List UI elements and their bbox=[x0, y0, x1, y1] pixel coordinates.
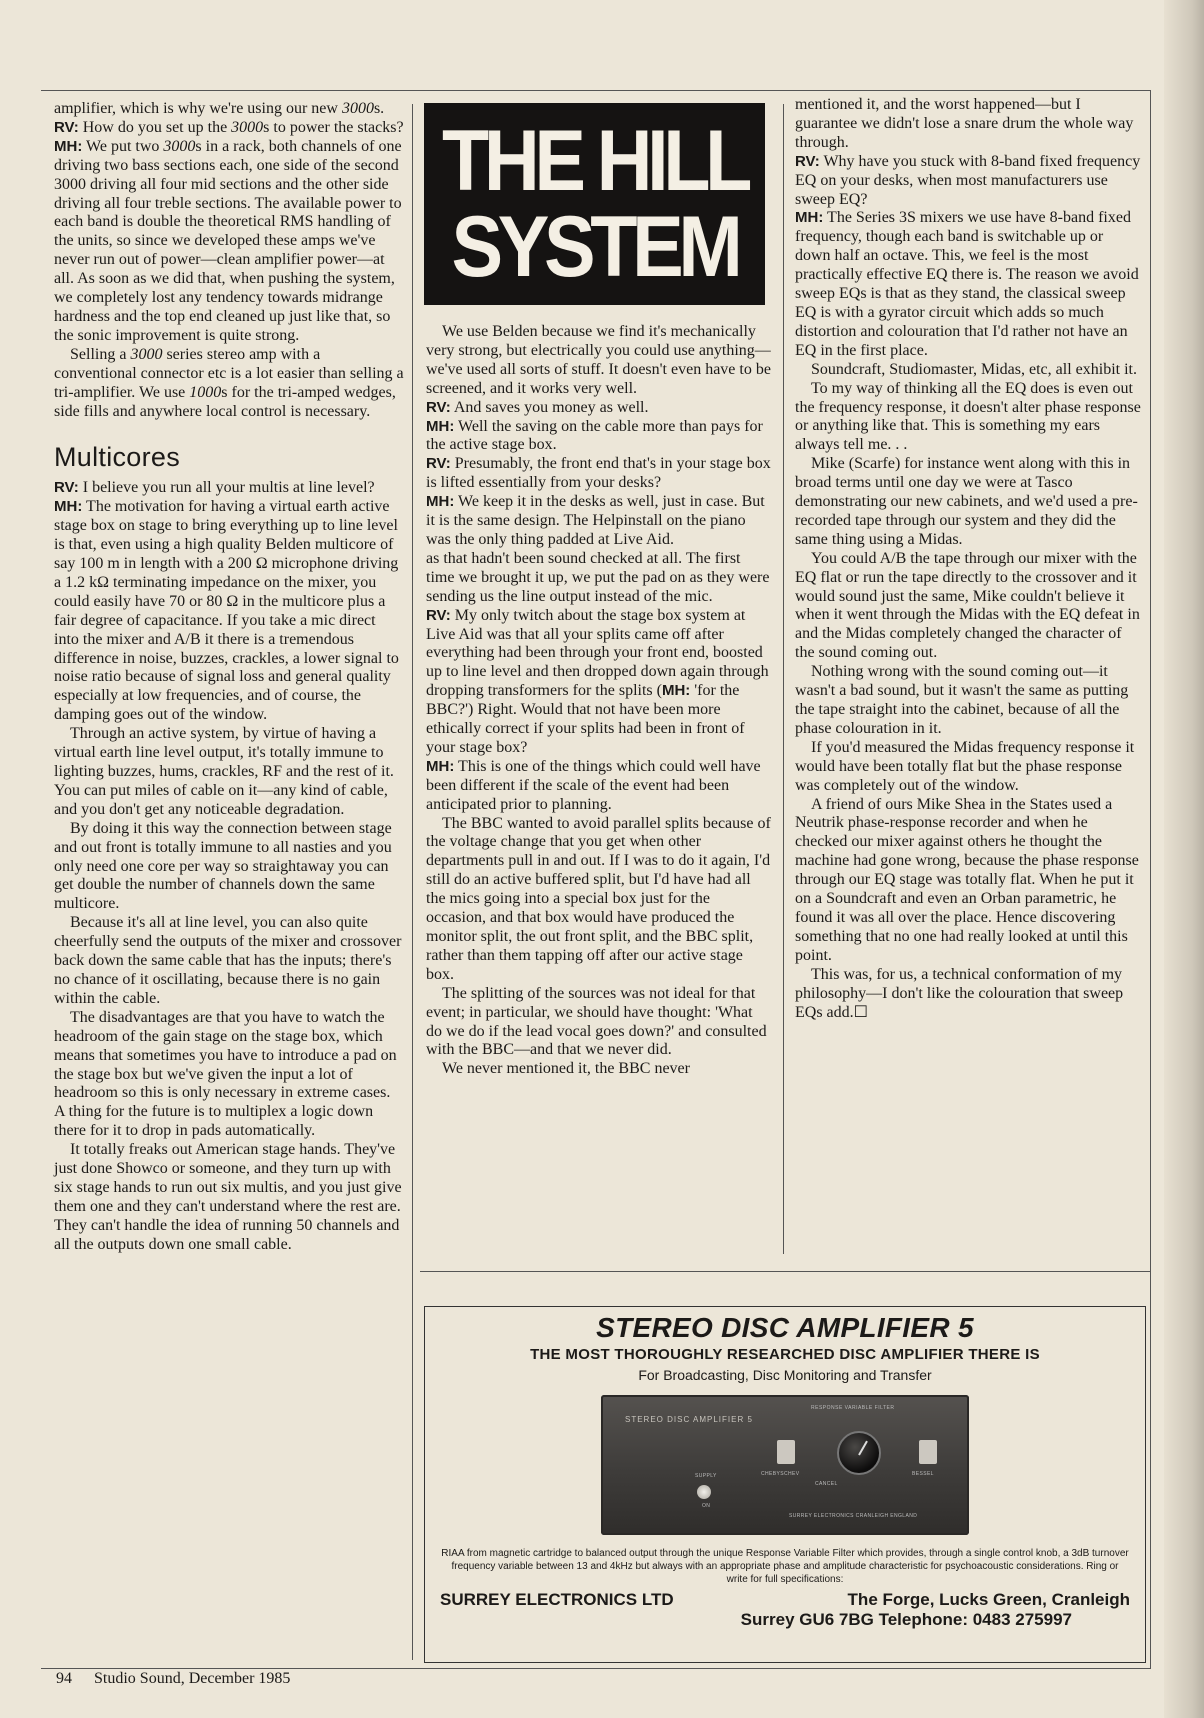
column-divider bbox=[412, 104, 413, 1660]
device-name-label: STEREO DISC AMPLIFIER 5 bbox=[625, 1415, 753, 1424]
article-paragraph bbox=[426, 399, 772, 418]
ad-address-line2: Surrey GU6 7BG Telephone: 0483 275997 bbox=[740, 1610, 1072, 1629]
paragraph-text: We keep it in the desks as well, just in case. But it is the same design. The Helpinstall on the piano was the only thing padded at Live Aid. bbox=[426, 493, 765, 548]
paragraph-text: series stereo amp with a conventional connector etc is a lot easier than selling a tri-amplifier. We use bbox=[54, 345, 404, 401]
paragraph-text: s in a rack, both channels of one driving two bass sections each, one side of the second 3000 driving all four mid sections and the other side driving all four treble sections. The available power to each band is double the theoretical RMS handling of the units, so since we developed these amps we've never run out of power—clean amplifier power—at all. As soon as we did that, when pushing the system, we completely lost any tendency towards midrange hardness and the top end cleaned up just like that, so the sonic improvement is quite strong. bbox=[54, 137, 402, 344]
article-paragraph bbox=[795, 380, 1141, 456]
paragraph-text: amplifier, which is why we're using our new bbox=[54, 100, 342, 117]
model-name: 1000 bbox=[189, 383, 222, 401]
paragraph-text: We never mentioned it, the BBC never bbox=[442, 1060, 690, 1078]
article-paragraph bbox=[795, 739, 1141, 796]
paragraph-text: And saves you money as well. bbox=[450, 398, 649, 416]
paragraph-text: The Series 3S mixers we use have 8-band fixed frequency, though each band is switchable up or down half an octave. This, we feel is the most practically effective EQ there is. The reason we avoid sweep EQs is that as they stand, the classical sweep EQ is with a gyrator circuit which adds so much distortion and colouration that I'd rather not have an EQ in the first place. bbox=[795, 209, 1139, 359]
column-divider bbox=[783, 104, 784, 1254]
paragraph-text: Presumably, the front end that's in your stage box is lifted essentially from your desks? bbox=[426, 455, 771, 492]
paragraph-text: s. bbox=[373, 100, 385, 117]
article-title: THE HILL SYSTEM bbox=[441, 113, 748, 295]
article-paragraph bbox=[54, 100, 404, 119]
paragraph-text: How do you set up the bbox=[78, 118, 232, 136]
ad-subline: For Broadcasting, Disc Monitoring and Transfer bbox=[638, 1367, 932, 1383]
article-paragraph bbox=[795, 455, 1141, 550]
article-paragraph bbox=[426, 455, 772, 493]
page-number: 94 bbox=[56, 1670, 72, 1687]
speaker-label: MH: bbox=[426, 757, 455, 775]
ad-body-text: RIAA from magnetic cartridge to balanced output through the unique Response Variable Filter which provides, through a single control knob, a 3dB turnover frequency variable between 13 and 4kHz but always with an appropriate phase and amplitude characteristic for psychoacoustic considerations. Ring or write for full specifications: bbox=[441, 1548, 1129, 1585]
article-paragraph bbox=[54, 119, 404, 138]
speaker-label: MH: bbox=[795, 209, 824, 227]
paragraph-text: I believe you run all your multis at line level? bbox=[78, 479, 375, 497]
device-on-label: ON bbox=[702, 1503, 711, 1509]
paragraph-text: as that hadn't been sound checked at all. The first time we brought it up, we put the pad on as they were sending us the line output instead of the mic. bbox=[426, 549, 770, 605]
paragraph-text: mentioned it, and the worst happened—but I guarantee we didn't lose a snare drum the whole way through. bbox=[795, 96, 1134, 151]
page-edge-shadow bbox=[1164, 0, 1204, 1718]
paragraph-text: Well the saving on the cable more than pays for the active stage box. bbox=[426, 417, 763, 454]
speaker-label: MH: bbox=[426, 417, 455, 435]
paragraph-text: Soundcraft, Studiomaster, Midas, etc, all exhibit it. bbox=[811, 360, 1137, 378]
speaker-label: RV: bbox=[795, 152, 820, 170]
paragraph-text: This was, for us, a technical conformation of my philosophy—I don't like the colouration that sweep EQs add.☐ bbox=[795, 965, 1124, 1021]
paragraph-text: If you'd measured the Midas frequency response it would have been totally flat but the phase response was completely out of the window. bbox=[795, 738, 1135, 794]
article-paragraph bbox=[54, 725, 404, 820]
paragraph-text: Selling a bbox=[70, 345, 131, 363]
paragraph-text: s for the tri-amped wedges, side fills and anywhere local control is necessary. bbox=[54, 383, 396, 420]
advertisement bbox=[424, 1306, 1146, 1663]
paragraph-text: s to power the stacks? bbox=[263, 118, 404, 136]
paragraph-text: Mike (Scarfe) for instance went along with this in broad terms until one day we were at Tasco demonstrating our new cabinets, and we'd used a pre-recorded tape through our system and they did the same thing using a Midas. bbox=[795, 455, 1138, 548]
article-paragraph bbox=[426, 758, 772, 815]
paragraph-text: By doing it this way the connection between stage and out front is totally immune to all nasties and you only need one core per way so straightaway you can get double the number of channels down the same multicore. bbox=[54, 819, 392, 913]
speaker-label: MH: bbox=[661, 682, 691, 700]
speaker-label: RV: bbox=[426, 455, 451, 473]
article-paragraph bbox=[426, 323, 772, 399]
article-paragraph bbox=[54, 138, 404, 346]
article-paragraph bbox=[795, 153, 1141, 210]
paragraph-text: Through an active system, by virtue of having a virtual earth line level output, it's totally immune to lighting buzzes, hums, crackles, RF and the rest of it. You can put miles of cable on it—any kind of cable, and you don't get any noticeable degradation. bbox=[54, 725, 394, 818]
speaker-label: RV: bbox=[426, 398, 451, 416]
chebyschev-switch-icon bbox=[777, 1440, 795, 1464]
paragraph-text: My only twitch about the stage box system at Live Aid was that all your splits came off after everything had been through your front end, boosted up to line level and then dropped down again through dropping transformers for the splits ( bbox=[426, 606, 769, 700]
device-supply-label: SUPPLY bbox=[695, 1473, 717, 1479]
article-end-rule bbox=[420, 1271, 1150, 1272]
paragraph-text: 'for the BBC?') Right. Would that not have been more ethically correct if your splits had been in front of your stage box? bbox=[426, 682, 745, 756]
speaker-label: RV: bbox=[54, 118, 79, 136]
article-paragraph bbox=[54, 1141, 404, 1254]
paragraph-text: The BBC wanted to avoid parallel splits because of the voltage change that you get when other departments pull in and out. If I was to do it again, I'd still do an active buffered split, but I'd have had all the mics going into a special box just for the occasion, and that box would have produced the monitor split, the out front split, and the BBC split, rather than them tapping off after our active stage box. bbox=[426, 814, 771, 983]
device-cancel-label: CANCEL bbox=[815, 1481, 838, 1487]
model-name: 3000 bbox=[163, 137, 196, 155]
model-name: 3000 bbox=[341, 100, 374, 117]
paragraph-text: The motivation for having a virtual earth active stage box on stage to bring everything up to line level is that, even using a high quality Belden multicore of say 100 m in length with a 200 Ω microphone driving a 1.2 kΩ terminating impedance on the mixer, you could easily have 70 or 80 Ω in the multicore plus a fair degree of capacitance. If you take a mic direct into the mixer and A/B it there is a tremendous difference in noise, buzzes, crackles, a lower signal to noise ratio because of signal loss and general quality especially at low frequencies, and of course, the damping goes out of the window. bbox=[54, 498, 399, 724]
paragraph-text: You could A/B the tape through our mixer with the EQ flat or run the tape directly to the crossover and it would sound just the same, Mike couldn't believe it when it went through the Midas with the EQ defeat in and the Midas completely changed the character of the sound coming out. bbox=[795, 549, 1140, 662]
article-paragraph bbox=[54, 1009, 404, 1141]
article-paragraph bbox=[795, 209, 1141, 360]
article-paragraph bbox=[795, 663, 1141, 739]
article-paragraph bbox=[54, 479, 404, 498]
paragraph-text: It totally freaks out American stage hands. They've just done Showco or someone, and they turn up with six stage hands to run out six multis, and you just give them one and they can't understand where the rest are. They can't handle the idea of running 50 channels and all the outputs down one small cable. bbox=[54, 1141, 402, 1253]
ad-title: STEREO DISC AMPLIFIER 5 bbox=[596, 1312, 974, 1343]
paragraph-text: The splitting of the sources was not ideal for that event; in particular, we should have thought: 'What do we do if the lead vocal goes down?' and consulted with the BBC—and that we never did. bbox=[426, 984, 767, 1059]
article-paragraph bbox=[54, 346, 404, 422]
article-paragraph bbox=[426, 607, 772, 758]
article-paragraph bbox=[426, 418, 772, 456]
article-paragraph bbox=[426, 493, 772, 550]
paragraph-text: To my way of thinking all the EQ does is even out the frequency response, it doesn't alter phase response or anything like that. This is something my ears always tell me. . . bbox=[795, 379, 1141, 454]
article-title-block bbox=[424, 103, 765, 305]
article-paragraph bbox=[795, 96, 1141, 153]
article-paragraph bbox=[54, 498, 404, 725]
device-maker-label: SURREY ELECTRONICS CRANLEIGH ENGLAND bbox=[789, 1513, 918, 1519]
power-button-icon bbox=[697, 1485, 711, 1499]
article-paragraph bbox=[54, 914, 404, 1009]
speaker-label: MH: bbox=[54, 137, 83, 155]
speaker-label: RV: bbox=[54, 479, 79, 497]
bessel-switch-icon bbox=[919, 1440, 937, 1464]
speaker-label: MH: bbox=[426, 493, 455, 511]
article-paragraph bbox=[54, 820, 404, 915]
paragraph-text: We use Belden because we find it's mechanically very strong, but electrically you could use anything—we've used all sorts of stuff. It doesn't even have to be screened, and it works very well. bbox=[426, 323, 771, 397]
publication-line: Studio Sound, December 1985 bbox=[94, 1670, 291, 1687]
ad-address-line1: The Forge, Lucks Green, Cranleigh bbox=[847, 1590, 1130, 1609]
paragraph-text: This is one of the things which could well have been different if the scale of the event had been anticipated prior to planning. bbox=[426, 757, 761, 813]
article-paragraph bbox=[795, 796, 1141, 966]
speaker-label: RV: bbox=[426, 606, 451, 624]
speaker-label: MH: bbox=[54, 498, 83, 516]
article-paragraph bbox=[795, 966, 1141, 1023]
paragraph-text: A friend of ours Mike Shea in the States used a Neutrik phase-response recorder and when he checked our mixer against others he thought the machine had gone wrong, because the phase response through our EQ stage was totally flat. When he put it on a Soundcraft and even an Orban parametric, he found it was all over the place. Hence discovering something that no one had really looked at until this point. bbox=[795, 795, 1139, 964]
model-name: 3000 bbox=[231, 118, 264, 136]
article-paragraph bbox=[795, 550, 1141, 663]
paragraph-text: We put two bbox=[82, 137, 164, 155]
paragraph-text: Why have you stuck with 8-band fixed frequency EQ on your desks, when most manufacturers use sweep EQ? bbox=[795, 152, 1141, 208]
model-name: 3000 bbox=[130, 345, 163, 363]
amplifier-photo bbox=[601, 1395, 969, 1535]
article-column-1 bbox=[54, 100, 404, 1255]
device-switch-left-label: CHEBYSCHEV bbox=[761, 1471, 800, 1477]
paragraph-text: Nothing wrong with the sound coming out—it wasn't a bad sound, but it wasn't the same as putting the tape straight into the cabinet, because of all the phase colouration in it. bbox=[795, 663, 1129, 737]
ad-company: SURREY ELECTRONICS LTD bbox=[440, 1590, 674, 1609]
article-column-2 bbox=[426, 323, 772, 1079]
article-paragraph bbox=[426, 1060, 772, 1079]
page-footer bbox=[56, 1670, 308, 1688]
article-paragraph bbox=[426, 550, 772, 607]
device-switch-right-label: BESSEL bbox=[912, 1471, 934, 1477]
device-filter-label: RESPONSE VARIABLE FILTER bbox=[811, 1405, 895, 1411]
section-heading: Multicores bbox=[54, 442, 181, 473]
paragraph-text: The disadvantages are that you have to watch the headroom of the gain stage on the stage box, which means that sometimes you have to introduce a pad on the stage box but we've given the input a lot of headroom so this is only necessary in extreme cases. A thing for the future is to multiplex a logic down there for it to drop in pads automatically. bbox=[54, 1008, 397, 1140]
paragraph-text: Because it's all at line level, you can also quite cheerfully send the outputs of the mixer and crossover back down the same cable that has the inputs; there's no chance of it oscillating, because there is no gain within the cable. bbox=[54, 914, 402, 1007]
filter-knob-icon bbox=[837, 1431, 881, 1475]
article-paragraph bbox=[426, 815, 772, 985]
article-column-3 bbox=[795, 96, 1141, 1022]
ad-headline: THE MOST THOROUGHLY RESEARCHED DISC AMPLIFIER THERE IS bbox=[530, 1346, 1040, 1363]
article-paragraph bbox=[795, 361, 1141, 380]
article-paragraph bbox=[426, 985, 772, 1061]
ad-contact-block bbox=[440, 1590, 1130, 1630]
